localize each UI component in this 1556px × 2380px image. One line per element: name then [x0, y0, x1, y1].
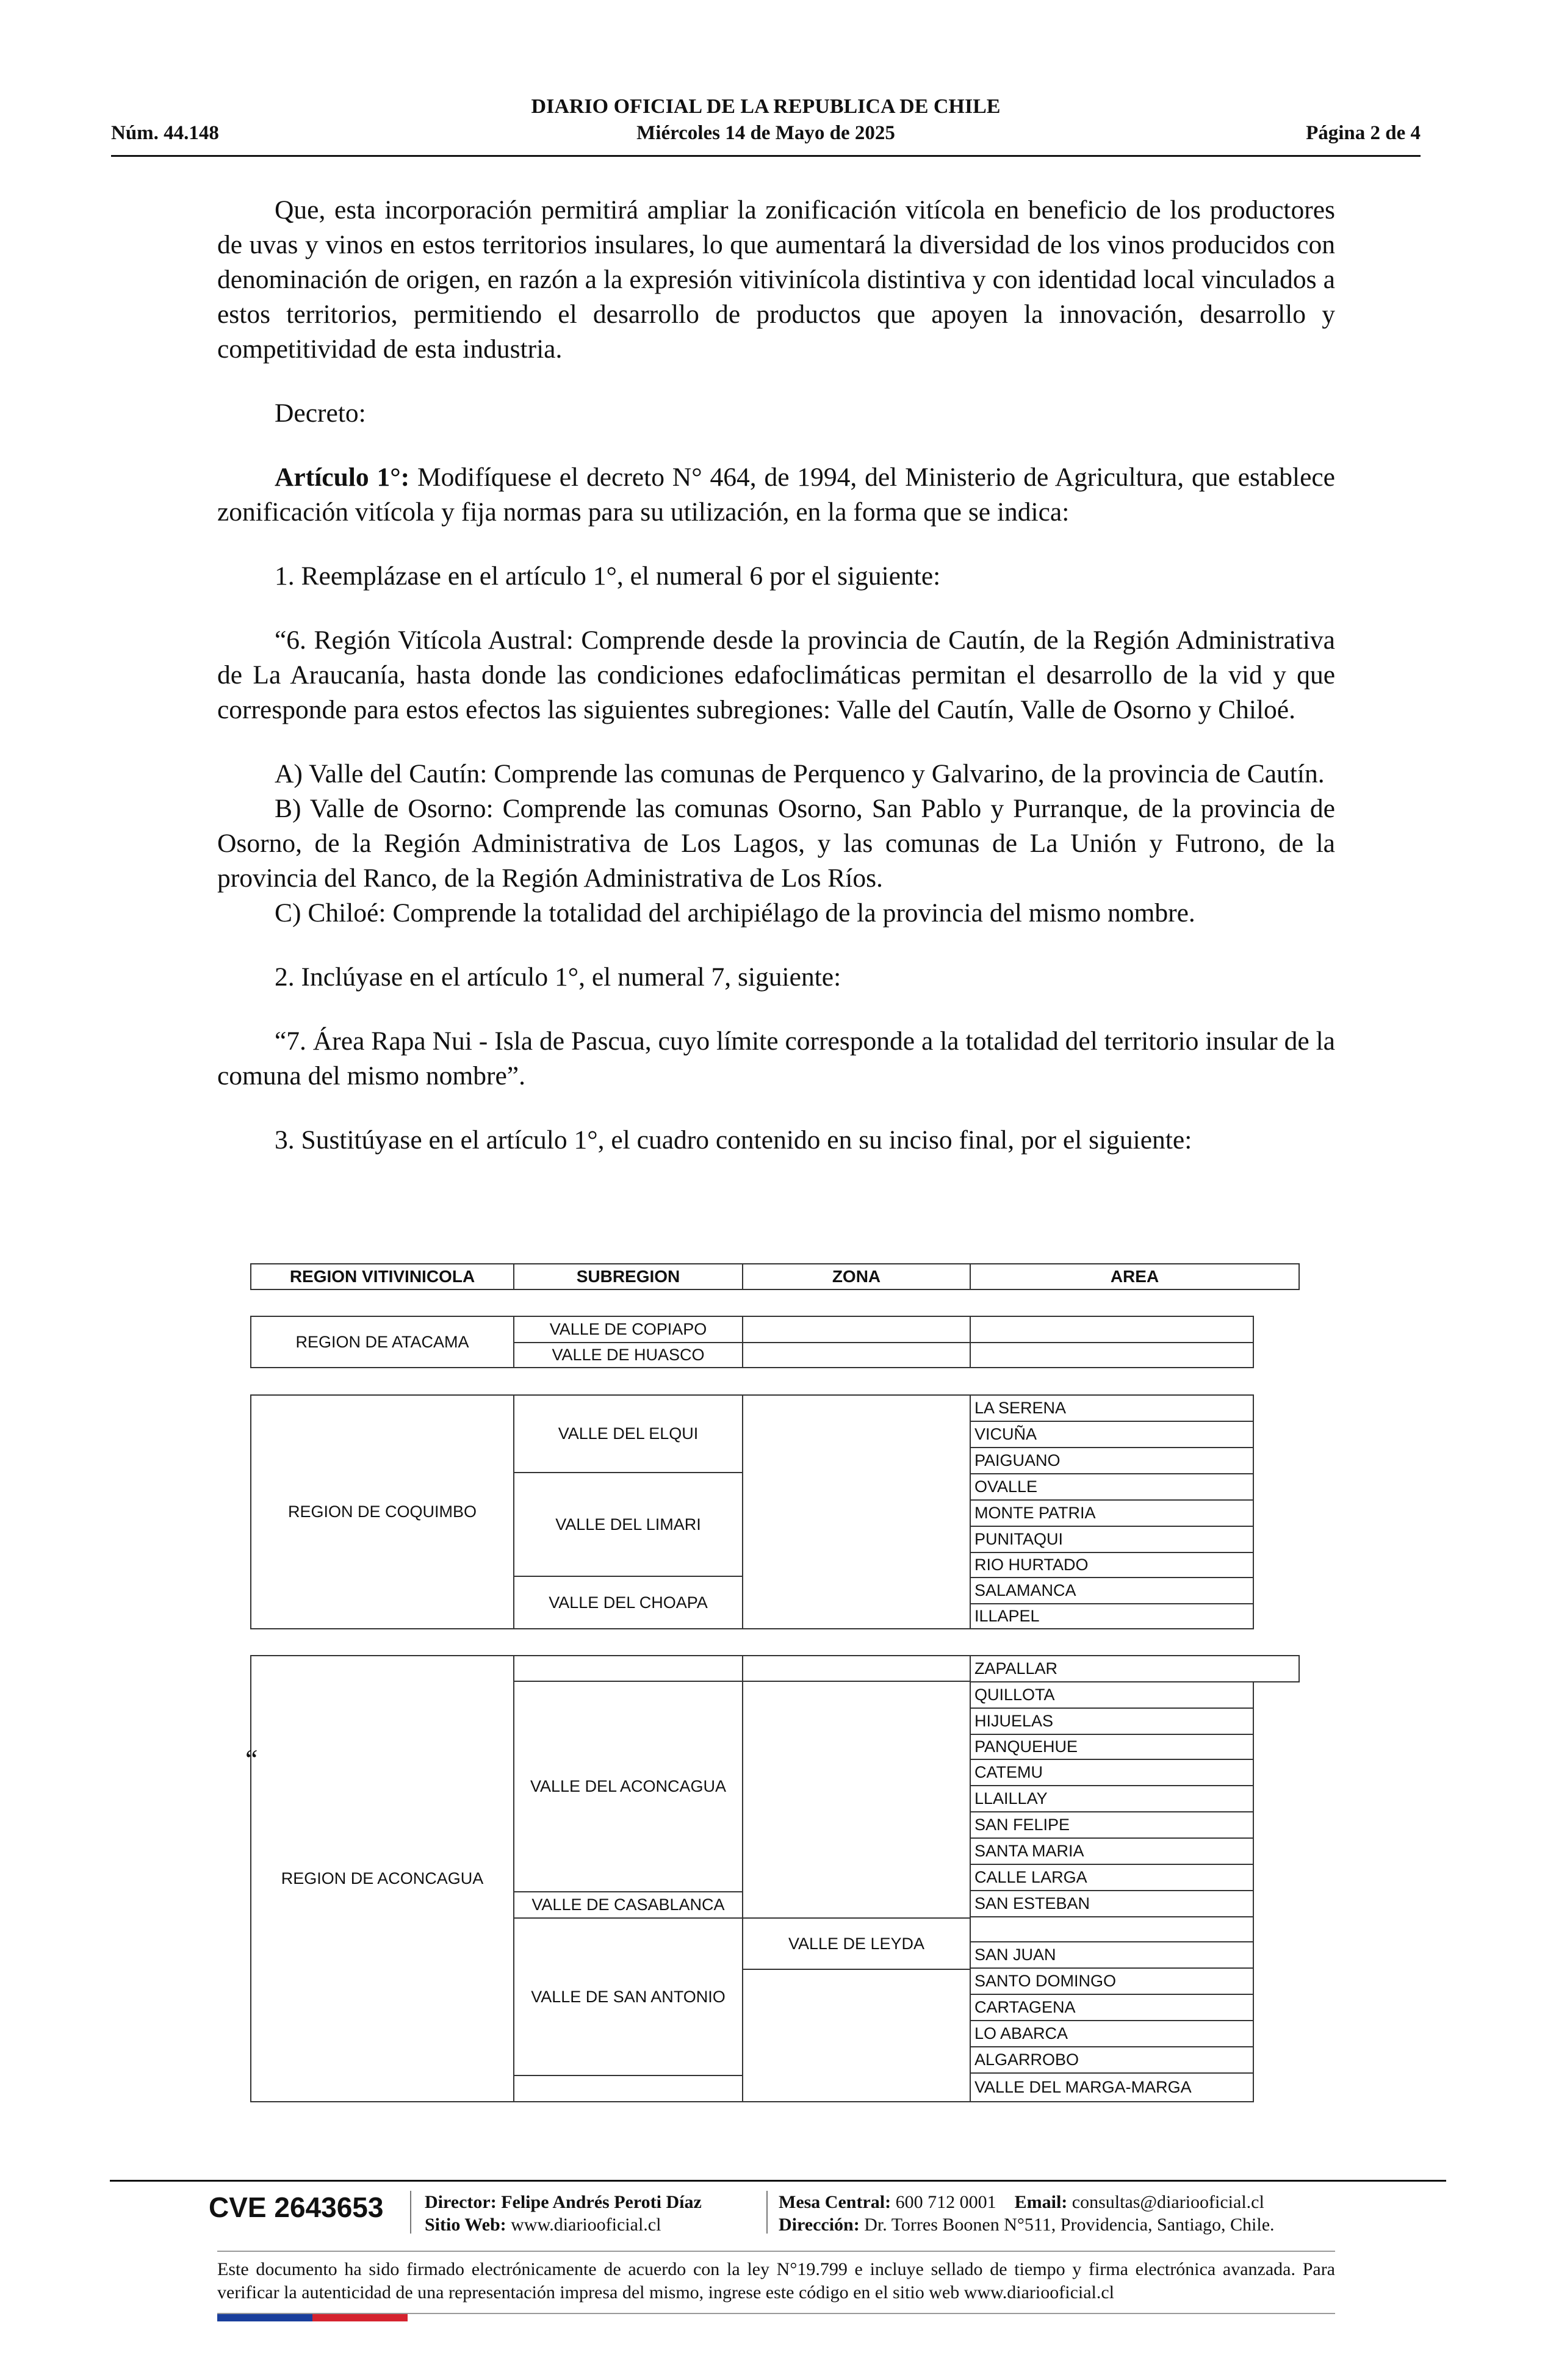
- subregion-empty: [513, 2075, 743, 2102]
- area-cell: OVALLE: [970, 1473, 1254, 1501]
- mesa-label: Mesa Central:: [779, 2192, 891, 2212]
- header-divider: [111, 155, 1421, 157]
- paragraph-region-austral: “6. Región Vitícola Austral: Comprende desde la provincia de Cautín, de la Región Administrativa de La Araucanía, hasta donde las condiciones edafoclimáticas permitan el desarrollo de la vid y que corresponde para estos efectos las siguientes subregiones: Valle del Cautín, Valle de Osorno y Chiloé.: [217, 626, 1335, 724]
- area-cell: ALGARROBO: [970, 2046, 1254, 2074]
- table-header-region: REGION VITIVINICOLA: [250, 1263, 514, 1290]
- flag-blue-segment: [217, 2314, 312, 2321]
- paragraph-item-1: 1. Reemplázase en el artículo 1°, el numeral 6 por el siguiente:: [275, 561, 941, 591]
- zona-empty: [742, 1342, 971, 1368]
- subregion-casablanca: VALLE DE CASABLANCA: [513, 1891, 743, 1919]
- area-cell: SAN FELIPE: [970, 1811, 1254, 1839]
- flag-stripe: [217, 2314, 408, 2321]
- area-cell: SAN ESTEBAN: [970, 1890, 1254, 1917]
- area-empty: [970, 1316, 1254, 1343]
- paragraph-item-3: 3. Sustitúyase en el artículo 1°, el cuadro contenido en su inciso final, por el siguiente:: [275, 1125, 1192, 1155]
- article-1-text: Modifíquese el decreto N° 464, de 1994, del Ministerio de Agricultura, que establece zonificación vitícola y fija normas para su utilización, en la forma que se indica:: [217, 463, 1335, 527]
- cve-code: CVE 2643653: [209, 2191, 384, 2223]
- area-cell: ILLAPEL: [970, 1603, 1254, 1629]
- footer-contact-block: [779, 2191, 1275, 2236]
- paragraph-valle-cautin: A) Valle del Cautín: Comprende las comunas de Perquenco y Galvarino, de la provincia de Cautín.: [275, 759, 1325, 788]
- area-cell: CATEMU: [970, 1759, 1254, 1786]
- area-cell: SANTO DOMINGO: [970, 1967, 1254, 1995]
- subregion-aconcagua: VALLE DEL ACONCAGUA: [513, 1681, 743, 1892]
- email-label: Email:: [1014, 2192, 1068, 2212]
- footer-separator: [766, 2191, 768, 2234]
- paragraph-decreto: Decreto:: [275, 398, 366, 428]
- footer-separator: [410, 2191, 411, 2234]
- subregion-huasco: VALLE DE HUASCO: [513, 1342, 743, 1368]
- article-1-label: Artículo 1°:: [275, 463, 410, 492]
- region-atacama: REGION DE ATACAMA: [250, 1316, 514, 1368]
- paragraph-rapa-nui: “7. Área Rapa Nui - Isla de Pascua, cuyo límite corresponde a la totalidad del territorio insular de la comuna del mismo nombre”.: [217, 1026, 1335, 1091]
- area-cell: LO ABARCA: [970, 2020, 1254, 2047]
- area-cell: ZAPALLAR: [970, 1655, 1300, 1682]
- paragraph-article-1: [217, 460, 1335, 530]
- paragraph-item-2: 2. Inclúyase en el artículo 1°, el numeral 7, siguiente:: [275, 962, 841, 992]
- zona-empty: [742, 1394, 971, 1629]
- paragraph-chiloe: C) Chiloé: Comprende la totalidad del archipiélago de la provincia del mismo nombre.: [275, 898, 1195, 928]
- address-text: Dr. Torres Boonen N°511, Providencia, Santiago, Chile.: [864, 2215, 1275, 2235]
- email-link[interactable]: consultas@diariooficial.cl: [1072, 2192, 1264, 2212]
- area-cell: PAIGUANO: [970, 1447, 1254, 1474]
- subregion-copiapo: VALLE DE COPIAPO: [513, 1316, 743, 1343]
- zona-empty: [742, 1681, 971, 1919]
- area-cell: CALLE LARGA: [970, 1864, 1254, 1891]
- zona-empty: [742, 1969, 971, 2102]
- area-cell: LLAILLAY: [970, 1785, 1254, 1812]
- paragraph-valle-osorno: B) Valle de Osorno: Comprende las comunas Osorno, San Pablo y Purranque, de la provincia de Osorno, de la Región Administrativa de Los Lagos, y las comunas de La Unión y Futrono, de la provincia del Ranco, de la Región Administrativa de Los Ríos.: [217, 794, 1335, 893]
- table-header-subregion: SUBREGION: [513, 1263, 743, 1290]
- area-cell: SANTA MARIA: [970, 1837, 1254, 1865]
- web-link[interactable]: www.diariooficial.cl: [511, 2215, 661, 2235]
- web-label: Sitio Web:: [425, 2215, 506, 2235]
- zona-empty: [742, 1316, 971, 1343]
- area-cell: LA SERENA: [970, 1394, 1254, 1422]
- area-cell: HIJUELAS: [970, 1707, 1254, 1735]
- area-cell: CARTAGENA: [970, 1994, 1254, 2021]
- director-label: Director:: [425, 2192, 497, 2212]
- page-number: Página 2 de 4: [1306, 122, 1421, 144]
- area-cell: PANQUEHUE: [970, 1734, 1254, 1760]
- area-cell: MONTE PATRIA: [970, 1499, 1254, 1527]
- subregion-empty: [513, 1655, 743, 1682]
- area-cell: RIO HURTADO: [970, 1552, 1254, 1578]
- footer-divider: [217, 2251, 1335, 2252]
- region-coquimbo: REGION DE COQUIMBO: [250, 1394, 514, 1629]
- area-cell: SALAMANCA: [970, 1577, 1254, 1604]
- issue-date: Miércoles 14 de Mayo de 2025: [636, 122, 895, 144]
- flag-red-segment: [312, 2314, 408, 2321]
- zonification-table: [250, 1263, 1300, 2102]
- region-aconcagua: REGION DE ACONCAGUA: [250, 1655, 514, 2102]
- footer-director-block: [425, 2191, 702, 2236]
- address-label: Dirección:: [779, 2215, 860, 2235]
- zona-empty: [742, 1655, 971, 1682]
- footer-divider: [110, 2180, 1446, 2182]
- director-name: Felipe Andrés Peroti Díaz: [501, 2192, 702, 2212]
- page-header: [111, 92, 1421, 155]
- subregion-san-antonio: VALLE DE SAN ANTONIO: [513, 1917, 743, 2076]
- zona-leyda: VALLE DE LEYDA: [742, 1917, 971, 1970]
- document-body: [217, 193, 1335, 1158]
- area-cell: VALLE DEL MARGA-MARGA: [970, 2072, 1254, 2102]
- mesa-phone: 600 712 0001: [895, 2192, 996, 2212]
- signature-disclaimer: Este documento ha sido firmado electrónicamente de acuerdo con la ley N°19.799 e incluye sellado de tiempo y firma electrónica avanzada. Para verificar la autenticidad de una representación impresa del mismo, ingrese este código en el sitio web www.diariooficial.cl: [217, 2259, 1335, 2302]
- area-empty: [970, 1916, 1254, 1942]
- subregion-choapa: VALLE DEL CHOAPA: [513, 1576, 743, 1629]
- area-cell: QUILLOTA: [970, 1681, 1254, 1709]
- area-cell: PUNITAQUI: [970, 1526, 1254, 1553]
- area-cell: SAN JUAN: [970, 1941, 1254, 1969]
- table-header-area: AREA: [970, 1263, 1300, 1290]
- area-empty: [970, 1342, 1254, 1368]
- issue-number: Núm. 44.148: [111, 122, 219, 144]
- subregion-limari: VALLE DEL LIMARI: [513, 1472, 743, 1577]
- paragraph-intro: Que, esta incorporación permitirá ampliar la zonificación vitícola en beneficio de los productores de uvas y vinos en estos territorios insulares, lo que aumentará la diversidad de los vinos producidos con denominación de origen, en razón a la expresión vitivinícola distintiva y con identidad local vinculados a estos territorios, permitiendo el desarrollo de productos que apoyen la innovación, desarrollo y competitividad de esta industria.: [217, 195, 1335, 364]
- quote-mark: “: [245, 1744, 258, 1775]
- subregion-elqui: VALLE DEL ELQUI: [513, 1394, 743, 1473]
- area-cell: VICUÑA: [970, 1421, 1254, 1448]
- gazette-title: DIARIO OFICIAL DE LA REPUBLICA DE CHILE: [531, 95, 1001, 118]
- table-header-zona: ZONA: [742, 1263, 971, 1290]
